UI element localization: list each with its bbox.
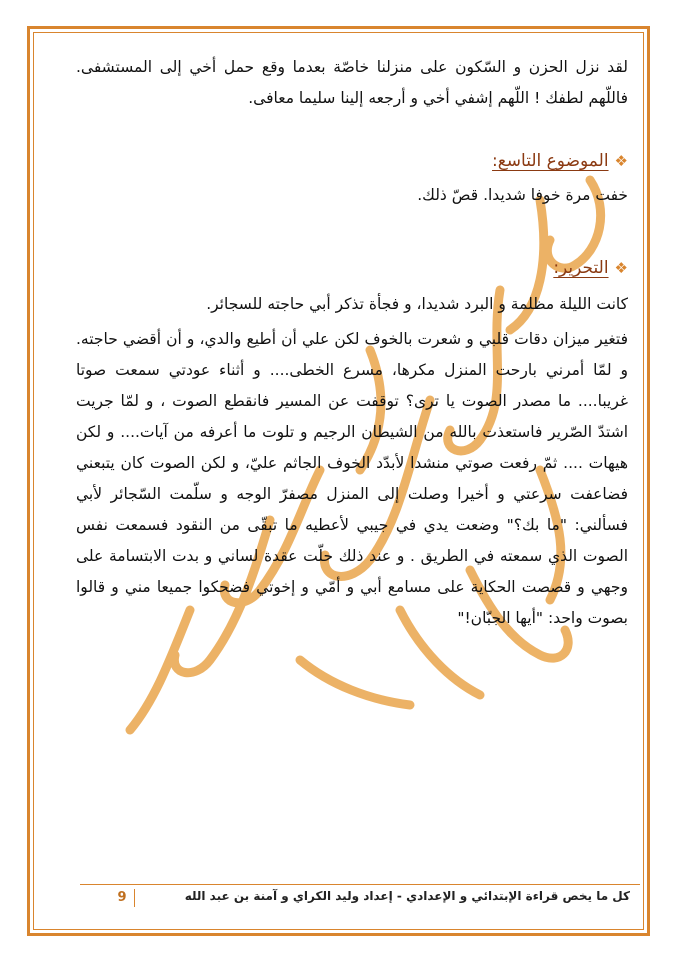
story-body-paragraph: فتغير ميزان دقات قلبي و شعرت بالخوف لكن علي أن أطيع والدي، و أن أقضي حاجته. و لمّا أمرني بارحت المنزل مكرها، مسرع الخطى.... و أثناء عودتي سمعت صوتا غريبا.... ما مصدر الصوت يا ترى؟ توقفت عن المسير فانقطع الصوت ، و لمّا جريت اشتدّ الصّرير فاستعذت بالله من الشيطان الرجيم و تلوت ما أعرفه من آيات.... و لكن هيهات .... ثمّ رفعت صوتي منشدا لأبدّد الخوف الجاثم عليّ، و لكن الصوت كان يتبعني فضاعفت سرعتي و أخيرا وصلت إلى المنزل مصفرّ الوجه و سلّمت السّجائر لأبي فسألني: "ما بك؟" وضعت يدي في جيبي لأعطيه ما تبقّى من النقود فسمعت نفس الصوت الذي سمعته في الطريق . و عند ذلك حلّت عقدة لساني و بدت الابتسامة على وجهي و قصصت الحكاية على مسامع أبي و أمّي و إخوتي فضحكوا جميعا مني و قالوا بصوت واحد: "أيها الجبّان!" xyxy=(76,330,628,627)
editing-heading-text: التحرير: xyxy=(553,258,609,278)
footer-credits: كل ما يخص قراءة الإبتدائي و الإعدادي - إعداد وليد الكراي و آمنة بن عبد الله xyxy=(184,889,630,903)
story-first-line: كانت الليلة مظلمة و البرد شديدا، و فجأة تذكر أبي حاجته للسجائر. xyxy=(206,295,628,313)
document-body xyxy=(76,52,628,634)
page-number: 9 xyxy=(117,890,127,905)
topic-heading xyxy=(76,146,628,176)
editing-heading xyxy=(76,253,628,283)
intro-paragraph: لقد نزل الحزن و السّكون على منزلنا خاصّة بعدما وقع حمل أخي إلى المستشفى. فاللّهم لطفك ! اللّهم إشفي أخي و أرجعه إلينا سليما معافى. xyxy=(76,58,628,107)
topic-heading-text: الموضوع التاسع: xyxy=(492,151,609,171)
diamond-bullet-icon: ❖ xyxy=(614,259,628,277)
footer-separator xyxy=(134,889,135,907)
diamond-bullet-icon: ❖ xyxy=(614,152,628,170)
footer-divider xyxy=(80,884,640,885)
prompt-paragraph: خفت مرة خوفا شديدا. قصّ ذلك. xyxy=(417,186,628,204)
